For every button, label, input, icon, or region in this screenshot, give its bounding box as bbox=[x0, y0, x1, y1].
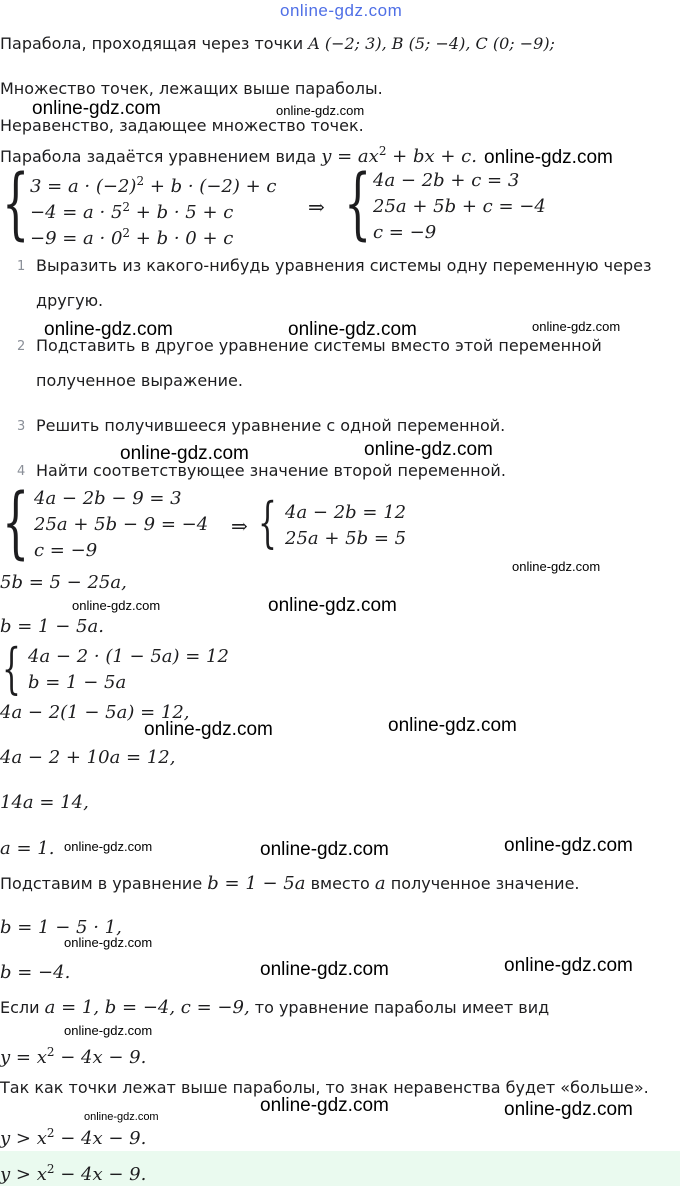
watermark: online-gdz.com bbox=[32, 98, 161, 119]
system1-right-eq-2: 25a + 5b + c = −4 bbox=[373, 196, 546, 217]
watermark: online-gdz.com bbox=[276, 103, 365, 118]
watermark: online-gdz.com bbox=[64, 935, 153, 950]
system1-right-eq-3: c = −9 bbox=[373, 222, 437, 243]
step-1-line-2: другую. bbox=[36, 291, 104, 310]
watermark: online-gdz.com bbox=[260, 1095, 389, 1116]
form-equation: $y = ax^2$ + bx + c. bbox=[321, 144, 477, 167]
system1-left-eq-1: $3 = a \cdot (-2)^2 + b \cdot (-2) + c$ bbox=[30, 174, 277, 197]
watermark: online-gdz.com bbox=[484, 147, 613, 168]
point-c: C (0; −9); bbox=[475, 34, 555, 53]
watermark: online-gdz.com bbox=[268, 595, 397, 616]
inequality-result: $y > x^2 - 4x - 9$. bbox=[0, 1126, 147, 1149]
system1-left-eq-2: $-4 = a \cdot 5^2 + b \cdot 5 + c$ bbox=[30, 200, 234, 223]
implies-arrow-1: ⇒ bbox=[308, 195, 325, 219]
step-4-line-1: Найти соответствующее значение второй переменной. bbox=[36, 461, 506, 480]
step-2-line-1: Подставить в другое уравнение системы вместо этой переменной bbox=[36, 336, 602, 355]
watermark: online-gdz.com bbox=[512, 559, 601, 574]
parabola-equation: $y = x^2 - 4x - 9$. bbox=[0, 1045, 147, 1068]
system2-left-eq-1: 4a − 2b − 9 = 3 bbox=[34, 488, 182, 509]
step-3-number: 3 bbox=[17, 419, 26, 434]
watermark: online-gdz.com bbox=[120, 443, 249, 464]
answer-box bbox=[0, 1151, 680, 1186]
step-2-line-2: полученное выражение. bbox=[36, 371, 243, 390]
watermark: online-gdz.com bbox=[388, 715, 517, 736]
solve-line-6: a = 1. bbox=[0, 838, 55, 859]
watermark: online-gdz.com bbox=[144, 719, 273, 740]
system2-right-eq-2: 25a + 5b = 5 bbox=[285, 528, 407, 549]
system1-right-eq-1: 4a − 2b + c = 3 bbox=[373, 170, 520, 191]
solve-line-4: 4a − 2 + 10a = 12, bbox=[0, 747, 176, 768]
solve-line-1: 5b = 5 − 25a, bbox=[0, 572, 127, 593]
parabola-form-line bbox=[0, 141, 477, 167]
step-1-number: 1 bbox=[17, 259, 26, 274]
implies-arrow-2: ⇒ bbox=[231, 514, 248, 538]
watermark: online-gdz.com bbox=[532, 319, 621, 334]
watermark: online-gdz.com bbox=[504, 835, 633, 856]
watermark: online-gdz.com bbox=[72, 598, 161, 613]
system3-brace: { bbox=[2, 637, 21, 700]
solve-line-5: 14a = 14, bbox=[0, 792, 89, 813]
watermark: online-gdz.com bbox=[364, 439, 493, 460]
watermark: online-gdz.com bbox=[260, 839, 389, 860]
system2-left-brace: { bbox=[2, 478, 30, 568]
substitute-calc-2: b = −4. bbox=[0, 962, 71, 983]
conclusion-line: Если a = 1, b = −4, c = −9, то уравнение параболы имеет вид bbox=[0, 997, 550, 1018]
watermark: online-gdz.com bbox=[504, 1099, 633, 1120]
watermark: online-gdz.com bbox=[504, 955, 633, 976]
system2-left-eq-2: 25a + 5b − 9 = −4 bbox=[34, 514, 209, 535]
set-description: Множество точек, лежащих выше параболы. bbox=[0, 79, 383, 98]
solve-line-3: 4a − 2(1 − 5a) = 12, bbox=[0, 702, 190, 723]
watermark: online-gdz.com bbox=[84, 1111, 159, 1123]
watermark: online-gdz.com bbox=[260, 959, 389, 980]
system1-right-brace: { bbox=[344, 159, 372, 249]
solve-line-2: b = 1 − 5a. bbox=[0, 616, 104, 637]
watermark: online-gdz.com bbox=[288, 319, 417, 340]
problem-points-line bbox=[0, 34, 555, 54]
step-3-line-1: Решить получившееся уравнение с одной переменной. bbox=[36, 416, 506, 435]
watermark: online-gdz.com bbox=[64, 1023, 153, 1038]
substitute-line: Подставим в уравнение b = 1 − 5a вместо a полученное значение. bbox=[0, 873, 580, 894]
watermark-top: online-gdz.com bbox=[280, 1, 403, 20]
form-text: Парабола задаётся уравнением вида bbox=[0, 147, 317, 166]
substitute-calc-1: b = 1 − 5 · 1, bbox=[0, 917, 122, 938]
point-b: B (5; −4), bbox=[391, 34, 471, 53]
system3-eq-1: 4a − 2 · (1 − 5a) = 12 bbox=[28, 646, 229, 667]
step-2-number: 2 bbox=[17, 339, 26, 354]
inequality-sign-text: Так как точки лежат выше параболы, то знак неравенства будет «больше». bbox=[0, 1078, 649, 1097]
answer-inequality: $y > x^2 - 4x - 9$. bbox=[0, 1162, 147, 1185]
system2-left-eq-3: c = −9 bbox=[34, 540, 98, 561]
system1-left-brace: { bbox=[2, 159, 30, 249]
watermark: online-gdz.com bbox=[64, 839, 153, 854]
inequality-description: Неравенство, задающее множество точек. bbox=[0, 116, 364, 135]
points-text: Парабола, проходящая через точки bbox=[0, 34, 304, 53]
system2-right-eq-1: 4a − 2b = 12 bbox=[285, 502, 407, 523]
step-4-number: 4 bbox=[17, 464, 26, 479]
point-a: A (−2; 3), bbox=[308, 34, 387, 53]
system2-right-brace: { bbox=[258, 491, 277, 554]
watermark: online-gdz.com bbox=[44, 319, 173, 340]
step-1-line-1: Выразить из какого-нибудь уравнения системы одну переменную через bbox=[36, 256, 652, 275]
system1-left-eq-3: $-9 = a \cdot 0^2 + b \cdot 0 + c$ bbox=[30, 226, 234, 249]
system3-eq-2: b = 1 − 5a bbox=[28, 672, 127, 693]
